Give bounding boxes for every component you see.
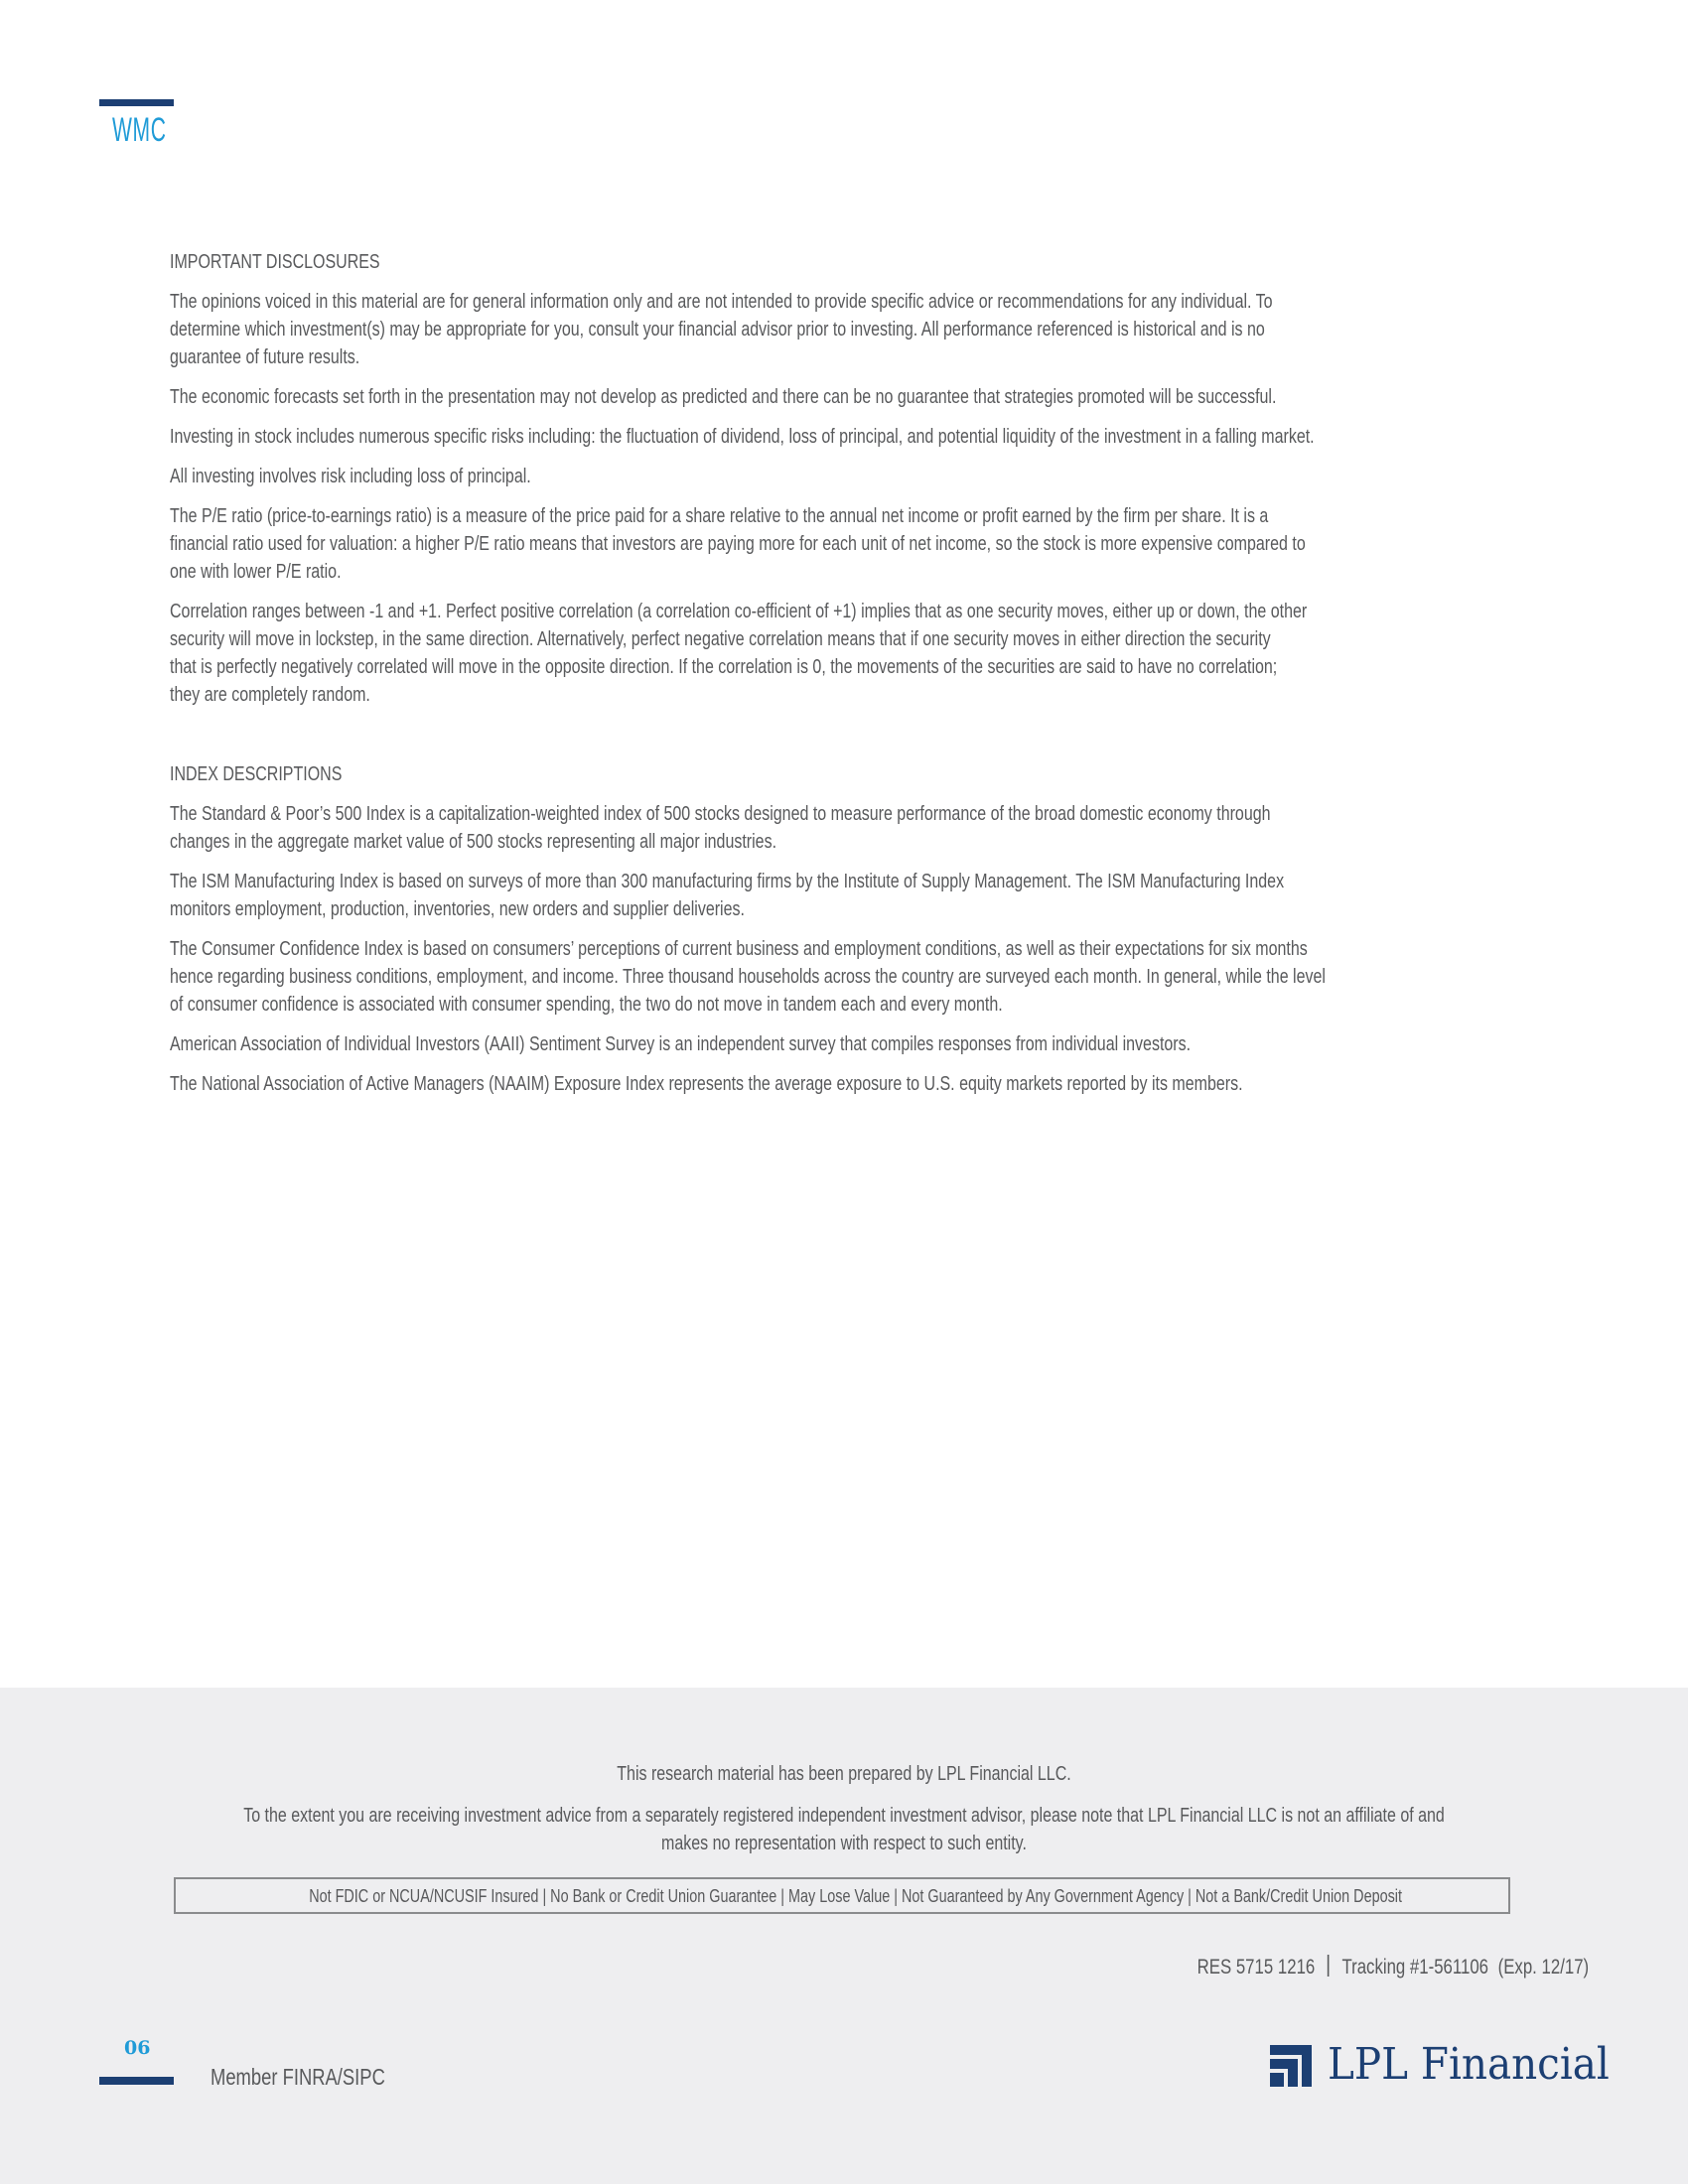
separator (1328, 1955, 1330, 1977)
paragraph-line: The P/E ratio (price-to-earnings ratio) is a measure of the price paid for a share relative to the annual net income or profit earned by the firm per share. It is a (170, 505, 1269, 527)
insurance-notice-box (174, 1877, 1510, 1914)
res-code: RES 5715 1216 (1196, 1956, 1316, 1979)
header-label: WMC (112, 111, 167, 149)
insurance-notice-text: Not FDIC or NCUA/NCUSIF Insured | No Bank or Credit Union Guarantee | May Lose Value | Not Guaranteed by Any Government Agency | Not a Bank/Credit Union Deposit (309, 1886, 1403, 1906)
paragraph-line: The National Association of Active Managers (NAAIM) Exposure Index represents the average exposure to U.S. equity markets reported by its members. (170, 1073, 1243, 1095)
lpl-financial-logo (1270, 2039, 1634, 2090)
paragraph-line: guarantee of future results. (170, 346, 360, 368)
paragraph-line: financial ratio used for valuation: a higher P/E ratio means that investors are paying more for each unit of net income, so the stock is more expensive compared to (170, 533, 1306, 555)
header-accent-bar (99, 99, 174, 106)
advisor-disclaimer (0, 1802, 1688, 1857)
advisor-disclaimer-line: makes no representation with respect to such entity. (661, 1833, 1027, 1854)
paragraph-line: The Consumer Confidence Index is based on consumers’ perceptions of current business and employment conditions, as well as their expectations for six months (170, 938, 1308, 960)
paragraph-line: All investing involves risk including loss of principal. (170, 466, 531, 487)
index-descriptions-section (170, 760, 1520, 1098)
tracking-info (1196, 1954, 1589, 1981)
paragraph-line: Correlation ranges between -1 and +1. Perfect positive correlation (a correlation co-efficient of +1) implies that as one security moves, either up or down, the other (170, 601, 1308, 622)
paragraph-line: monitors employment, production, inventories, new orders and supplier deliveries. (170, 898, 745, 920)
paragraph-line: Investing in stock includes numerous specific risks including: the fluctuation of dividend, loss of principal, and potential liquidity of the investment in a falling market. (170, 426, 1315, 448)
prepared-by-statement (0, 1760, 1688, 1788)
paragraph (170, 598, 1520, 709)
member-finra-sipc: Member FINRA/SIPC (211, 2064, 385, 2090)
paragraph-line: they are completely random. (170, 684, 370, 706)
paragraph (170, 383, 1520, 411)
paragraph-line: The opinions voiced in this material are for general information only and are not intended to provide specific advice or recommendations for any individual. To (170, 291, 1273, 313)
logo-text: LPL Financial (1328, 2039, 1610, 2090)
tracking-number: Tracking #1-561106 (1341, 1956, 1488, 1979)
disclosures-paragraphs (170, 288, 1520, 709)
paragraph (170, 463, 1520, 490)
paragraph (170, 423, 1520, 451)
section-title: IMPORTANT DISCLOSURES (170, 251, 380, 273)
section-title: INDEX DESCRIPTIONS (170, 763, 343, 785)
page-footer (0, 1688, 1688, 2184)
paragraph (170, 800, 1520, 856)
index-paragraphs (170, 800, 1520, 1098)
paragraph-line: The Standard & Poor’s 500 Index is a capitalization-weighted index of 500 stocks designed to measure performance of the broad domestic economy through (170, 803, 1271, 825)
paragraph-line: that is perfectly negatively correlated will move in the opposite direction. If the correlation is 0, the movements of the securities are said to have no correlation; (170, 656, 1278, 678)
advisor-disclaimer-line: To the extent you are receiving investment advice from a separately registered independent investment advisor, please note that LPL Financial LLC is not an affiliate of and (243, 1805, 1445, 1827)
paragraph-line: changes in the aggregate market value of 500 stocks representing all major industries. (170, 831, 777, 853)
prepared-by-text: This research material has been prepared by LPL Financial LLC. (617, 1763, 1071, 1785)
paragraph-line: The ISM Manufacturing Index is based on surveys of more than 300 manufacturing firms by the Institute of Supply Management. The ISM Manufacturing Index (170, 871, 1285, 892)
paragraph-line: determine which investment(s) may be appropriate for you, consult your financial advisor prior to investing. All performance referenced is historical and is no (170, 319, 1265, 341)
paragraph (170, 935, 1520, 1019)
main-content (170, 248, 1520, 1098)
expiration-date: (Exp. 12/17) (1497, 1956, 1589, 1979)
paragraph-line: American Association of Individual Investors (AAII) Sentiment Survey is an independent survey that compiles responses from individual investors. (170, 1033, 1192, 1055)
page-number: 06 (124, 2037, 151, 2059)
paragraph (170, 1030, 1520, 1058)
paragraph-line: hence regarding business conditions, employment, and income. Three thousand households across the country are surveyed each month. In general, while the level (170, 966, 1326, 988)
paragraph-line: one with lower P/E ratio. (170, 561, 342, 583)
lpl-logo-mark-icon (1270, 2045, 1312, 2087)
paragraph (170, 502, 1520, 586)
paragraph (170, 288, 1520, 371)
footer-accent-bar (99, 2077, 174, 2085)
important-disclosures-section (170, 248, 1520, 709)
paragraph-line: The economic forecasts set forth in the presentation may not develop as predicted and there can be no guarantee that strategies promoted will be successful. (170, 386, 1277, 408)
paragraph (170, 1070, 1520, 1098)
paragraph-line: of consumer confidence is associated with consumer spending, the two do not move in tandem each and every month. (170, 994, 1003, 1016)
paragraph (170, 868, 1520, 923)
paragraph-line: security will move in lockstep, in the same direction. Alternatively, perfect negative correlation means that if one security moves in either direction the security (170, 628, 1271, 650)
section-divider-space (170, 709, 1520, 760)
